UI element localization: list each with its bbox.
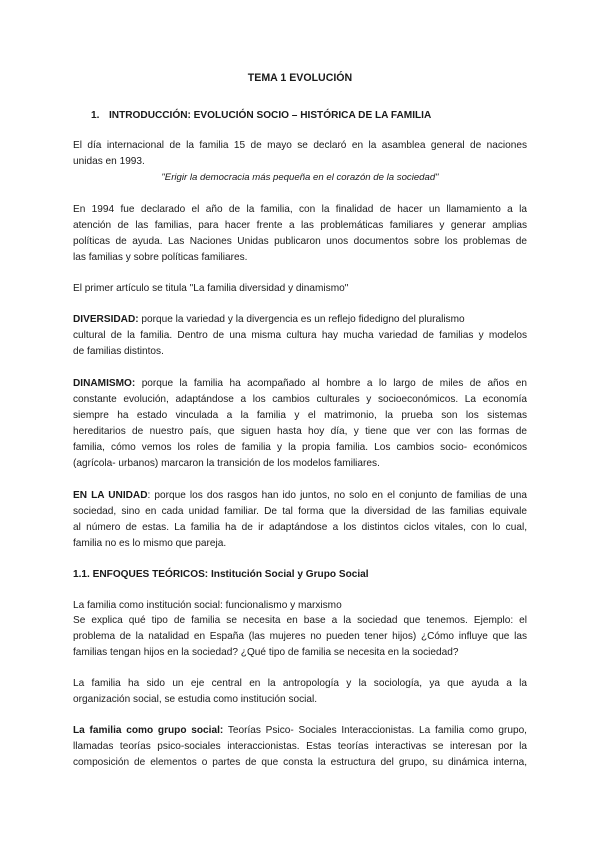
paragraph-line: unidas en 1993. bbox=[73, 156, 145, 167]
paragraph-line: (agrícola- urbanos) marcaron la transición de los modelos familiares. bbox=[73, 458, 380, 469]
paragraph-line: atención de las familias, para hacer frente a las problemáticas familiares y generar amplias bbox=[73, 220, 527, 231]
paragraph-line: problema de la natalidad en España (las mujeres no pueden tener hijos) ¿Cómo influye que las bbox=[73, 631, 527, 642]
paragraph-line: familia no es lo mismo que pareja. bbox=[73, 538, 227, 549]
dinamismo-label: DINAMISMO: bbox=[73, 378, 136, 389]
paragraph-line: familia, cómo vemos los roles de familia y la propia familia. Los cambios socio- económicos bbox=[73, 442, 527, 453]
paragraph-line: las familias y sobre políticas familiares. bbox=[73, 252, 248, 263]
paragraph-line: al número de estas. La familia ha de ir adaptándose a los distintos ciclos vitales, con lo cual, bbox=[73, 522, 527, 533]
unidad-label: EN LA UNIDAD bbox=[73, 490, 148, 501]
grupo-label: La familia como grupo social: bbox=[73, 725, 224, 736]
diversidad-paragraph-first bbox=[73, 313, 465, 327]
dinamismo-paragraph-first bbox=[73, 377, 527, 391]
paragraph-line: llamadas teorías psico-sociales interaccionistas. Estas teorías interactivas se interesan por la bbox=[73, 741, 527, 752]
quote: "Erigir la democracia más pequeña en el corazón de la sociedad" bbox=[161, 172, 439, 183]
subsection-heading: 1.1. ENFOQUES TEÓRICOS: Institución Social y Grupo Social bbox=[73, 569, 369, 580]
diversidad-label: DIVERSIDAD: bbox=[73, 314, 139, 325]
section-number: 1. bbox=[91, 110, 100, 121]
paragraph-line: hereditarios de nuestro país, que siguen hasta hoy día, y tiene que ver con las formas de bbox=[73, 426, 527, 437]
unidad-paragraph-first bbox=[73, 489, 527, 503]
unidad-text: : porque los dos rasgos han ido juntos, no solo en el conjunto de familias de una bbox=[147, 490, 527, 501]
paragraph-line: Se explica qué tipo de familia se necesita en base a la sociedad que tenemos. Ejemplo: el bbox=[73, 615, 527, 626]
paragraph-line: de familias distintos. bbox=[73, 346, 164, 357]
dinamismo-text: porque la familia ha acompañado al hombre a lo largo de miles de años en bbox=[135, 378, 527, 389]
paragraph-line: El primer artículo se titula "La familia diversidad y dinamismo" bbox=[73, 283, 349, 294]
grupo-paragraph-first bbox=[73, 724, 527, 738]
paragraph-line: familias tengan hijos en la sociedad? ¿Qué tipo de familia se necesita en la sociedad? bbox=[73, 647, 459, 658]
paragraph-line: La familia como institución social: funcionalismo y marxismo bbox=[73, 600, 342, 611]
page-title: TEMA 1 EVOLUCIÓN bbox=[247, 72, 353, 84]
grupo-text: Teorías Psico- Sociales Interaccionistas. La familia como grupo, bbox=[223, 725, 527, 736]
diversidad-text: porque la variedad y la divergencia es un reflejo fidedigno del pluralismo bbox=[138, 314, 465, 325]
paragraph-line: El día internacional de la familia 15 de mayo se declaró en la asamblea general de naciones bbox=[73, 140, 527, 151]
paragraph-line: políticas de ayuda. Las Naciones Unidas publicaron unos documentos sobre los problemas de bbox=[73, 236, 527, 247]
section-heading: INTRODUCCIÓN: EVOLUCIÓN SOCIO – HISTÓRICA DE LA FAMILIA bbox=[109, 110, 432, 121]
paragraph-line: cultural de la familia. Dentro de una misma cultura hay mucha variedad de familias y modelos bbox=[73, 330, 527, 341]
paragraph-line: organización social, se estudia como institución social. bbox=[73, 694, 318, 705]
paragraph-line: La familia ha sido un eje central en la antropología y la sociología, ya que ayuda a la bbox=[73, 678, 527, 689]
paragraph-line: En 1994 fue declarado el año de la familia, con la finalidad de hacer un llamamiento a la bbox=[73, 204, 527, 215]
paragraph-line: siempre ha estado vinculada a la familia y el matrimonio, la prueba son los sistemas bbox=[73, 410, 527, 421]
paragraph-line: sociedad, sino en cada unidad familiar. De tal forma que la diversidad de las familias equivale bbox=[73, 506, 527, 517]
paragraph-line: composición de elementos o partes de que consta la estructura del grupo, su dinámica interna, bbox=[73, 757, 527, 768]
paragraph-line: constante evolución, adaptándose a los cambios culturales y socioeconómicos. La economía bbox=[73, 394, 527, 405]
